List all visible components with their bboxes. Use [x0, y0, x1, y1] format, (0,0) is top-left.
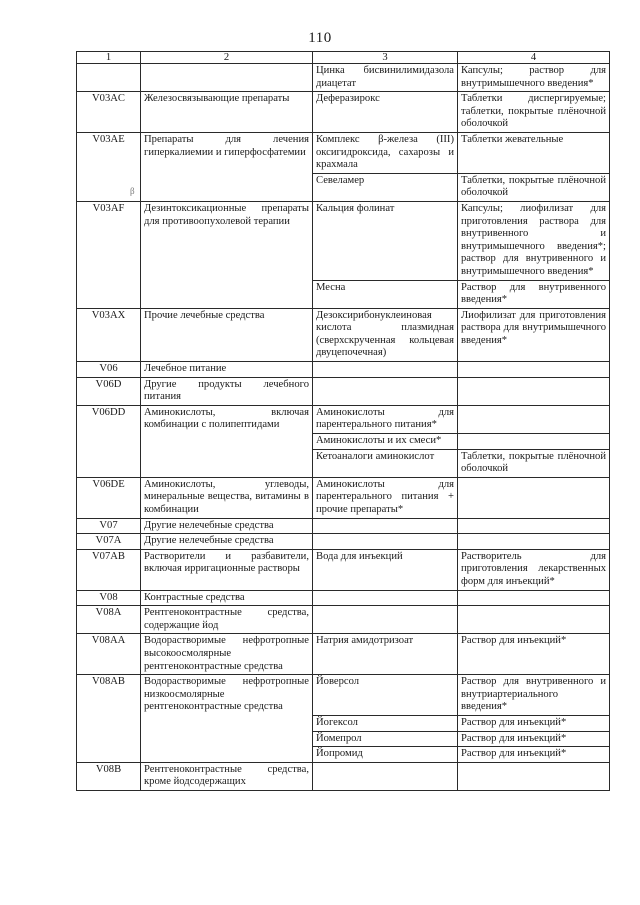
drug-name-cell: Йоверсол	[313, 675, 458, 716]
table-row	[77, 377, 610, 405]
dosage-form-cell: Таблетки, покрытые плёночной оболочкой	[458, 449, 610, 477]
dosage-form-cell	[458, 362, 610, 378]
table-row	[77, 606, 610, 634]
drug-name-cell: Вода для инъекций	[313, 549, 458, 590]
atc-code-cell: V06D	[77, 377, 141, 405]
group-name-cell	[141, 64, 313, 92]
dosage-form-cell: Раствор для внутривенного и внутриартериального введения*	[458, 675, 610, 716]
drug-name-cell: Месна	[313, 280, 458, 308]
group-name-cell: Препараты для лечения гиперкалиемии и гиперфосфатемии	[141, 132, 313, 201]
header-col-3: 3	[313, 52, 458, 64]
dosage-form-cell	[458, 518, 610, 534]
group-name-cell: Другие нелечебные средства	[141, 518, 313, 534]
dosage-form-cell: Раствор для инъекций*	[458, 634, 610, 675]
dosage-form-cell: Лиофилизат для приготовления раствора для внутримышечного введения*	[458, 308, 610, 361]
table-row	[77, 549, 610, 590]
drug-name-cell: Кальция фолинат	[313, 201, 458, 280]
drug-name-cell: Дезоксирибонуклеиновая кислота плазмидная (сверхскрученная кольцевая двуцепочечная)	[313, 308, 458, 361]
atc-code-cell: V08	[77, 590, 141, 606]
table-row	[77, 590, 610, 606]
drug-name-cell	[313, 518, 458, 534]
drug-name-cell: Аминокислоты и их смеси*	[313, 434, 458, 450]
table-row	[77, 308, 610, 361]
atc-code-cell: V03AE	[77, 132, 141, 201]
table-row	[77, 762, 610, 790]
drug-name-cell: Натрия амидотризоат	[313, 634, 458, 675]
drug-name-cell	[313, 590, 458, 606]
drug-name-cell: Комплекс β-железа (III) оксигидроксида, сахарозы и крахмала	[313, 132, 458, 173]
table-row	[77, 201, 610, 280]
table-row	[77, 634, 610, 675]
table-row	[77, 132, 610, 173]
table-row	[77, 405, 610, 433]
scan-mark: β	[130, 186, 135, 196]
dosage-form-cell: Капсулы; раствор для внутримышечного введения*	[458, 64, 610, 92]
table-row	[77, 675, 610, 716]
dosage-form-cell: Растворитель для приготовления лекарственных форм для инъекций*	[458, 549, 610, 590]
atc-code-cell: V06DD	[77, 405, 141, 477]
atc-code-cell: V06	[77, 362, 141, 378]
drug-name-cell	[313, 762, 458, 790]
header-col-4: 4	[458, 52, 610, 64]
dosage-form-cell	[458, 534, 610, 550]
dosage-form-cell	[458, 405, 610, 433]
atc-code-cell: V07AB	[77, 549, 141, 590]
group-name-cell: Рентгеноконтрастные средства, кроме йодсодержащих	[141, 762, 313, 790]
header-col-1: 1	[77, 52, 141, 64]
drug-name-cell	[313, 606, 458, 634]
table-row	[77, 534, 610, 550]
atc-code-cell: V07	[77, 518, 141, 534]
table-row	[77, 477, 610, 518]
dosage-form-cell: Таблетки, покрытые плёночной оболочкой	[458, 173, 610, 201]
table-row	[77, 92, 610, 133]
drug-name-cell	[313, 534, 458, 550]
dosage-form-cell: Раствор для инъекций*	[458, 731, 610, 747]
dosage-form-cell: Таблетки жевательные	[458, 132, 610, 173]
group-name-cell: Другие нелечебные средства	[141, 534, 313, 550]
dosage-form-cell	[458, 762, 610, 790]
dosage-form-cell: Раствор для инъекций*	[458, 747, 610, 763]
dosage-form-cell	[458, 606, 610, 634]
atc-code-cell: V06DE	[77, 477, 141, 518]
drug-name-cell: Йопромид	[313, 747, 458, 763]
group-name-cell: Аминокислоты, углеводы, минеральные вещества, витамины в комбинации	[141, 477, 313, 518]
drug-name-cell: Деферазирокс	[313, 92, 458, 133]
atc-code-cell: V03AF	[77, 201, 141, 308]
header-row	[77, 52, 610, 64]
group-name-cell: Лечебное питание	[141, 362, 313, 378]
group-name-cell: Прочие лечебные средства	[141, 308, 313, 361]
group-name-cell: Растворители и разбавители, включая ирригационные растворы	[141, 549, 313, 590]
group-name-cell: Водорастворимые нефротропные высокоосмолярные рентгеноконтрастные средства	[141, 634, 313, 675]
header-col-2: 2	[141, 52, 313, 64]
drug-name-cell	[313, 377, 458, 405]
atc-code-cell: V08AB	[77, 675, 141, 763]
dosage-form-cell: Капсулы; лиофилизат для приготовления раствора для внутривенного и внутримышечного введения*; раствор для внутривенного и внутримышечного введения*	[458, 201, 610, 280]
table-row	[77, 362, 610, 378]
group-name-cell: Контрастные средства	[141, 590, 313, 606]
drug-name-cell	[313, 362, 458, 378]
dosage-form-cell	[458, 477, 610, 518]
atc-code-cell: V08AA	[77, 634, 141, 675]
group-name-cell: Водорастворимые нефротропные низкоосмолярные рентгеноконтрастные средства	[141, 675, 313, 763]
atc-code-cell: V08B	[77, 762, 141, 790]
drug-name-cell: Цинка бисвинилимидазола диацетат	[313, 64, 458, 92]
dosage-form-cell	[458, 590, 610, 606]
drug-name-cell: Аминокислоты для парентерального питания + прочие препараты*	[313, 477, 458, 518]
table-row	[77, 518, 610, 534]
group-name-cell: Железосвязывающие препараты	[141, 92, 313, 133]
group-name-cell: Дезинтоксикационные препараты для противоопухолевой терапии	[141, 201, 313, 308]
drug-name-cell: Йомепрол	[313, 731, 458, 747]
dosage-form-cell	[458, 377, 610, 405]
group-name-cell: Другие продукты лечебного питания	[141, 377, 313, 405]
atc-code-cell: V08A	[77, 606, 141, 634]
atc-code-cell: V03AC	[77, 92, 141, 133]
drug-name-cell: Йогексол	[313, 715, 458, 731]
page-number: 110	[308, 30, 332, 46]
drug-name-cell: Аминокислоты для парентерального питания*	[313, 405, 458, 433]
drug-name-cell: Севеламер	[313, 173, 458, 201]
atc-code-cell: V07A	[77, 534, 141, 550]
drug-list-table	[76, 51, 610, 791]
drug-name-cell: Кетоаналоги аминокислот	[313, 449, 458, 477]
dosage-form-cell	[458, 434, 610, 450]
atc-code-cell: V03AX	[77, 308, 141, 361]
dosage-form-cell: Раствор для инъекций*	[458, 715, 610, 731]
dosage-form-cell: Таблетки диспергируемые; таблетки, покрытые плёночной оболочкой	[458, 92, 610, 133]
table-row	[77, 64, 610, 92]
group-name-cell: Аминокислоты, включая комбинации с полипептидами	[141, 405, 313, 477]
atc-code-cell	[77, 64, 141, 92]
dosage-form-cell: Раствор для внутривенного введения*	[458, 280, 610, 308]
group-name-cell: Рентгеноконтрастные средства, содержащие йод	[141, 606, 313, 634]
